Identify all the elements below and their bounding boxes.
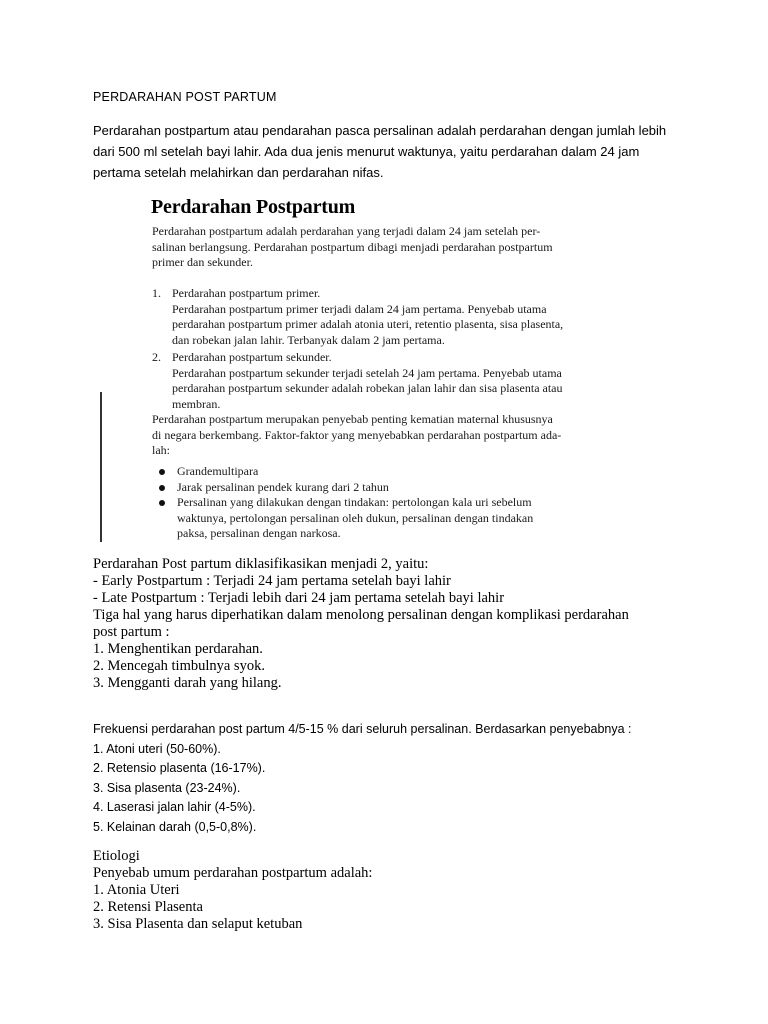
scan-numbered-item: [152, 286, 563, 348]
text-line: Perdarahan Post partum diklasifikasikan menjadi 2, yaitu:: [93, 556, 429, 572]
document-title: PERDARAHAN POST PARTUM: [93, 90, 277, 104]
scan-line: perdarahan postpartum primer adalah atonia uteri, retentio plasenta, sisa plasenta,: [172, 317, 564, 331]
text-line: 1. Menghentikan perdarahan.: [93, 641, 263, 657]
bullet-icon: [159, 500, 165, 506]
bullet-icon: [159, 469, 165, 475]
text-line: 4. Laserasi jalan lahir (4-5%).: [93, 800, 256, 814]
intro-line: dari 500 ml setelah bayi lahir. Ada dua jenis menurut waktunya, yaitu perdarahan dalam 24 jam: [93, 144, 640, 159]
scan-bullet-item: [152, 480, 533, 496]
scan-bullet-item: [152, 495, 533, 542]
text-line: 2. Retensi Plasenta: [93, 899, 203, 915]
scan-line: perdarahan postpartum sekunder adalah robekan jalan lahir dan sisa plasenta atau: [172, 381, 563, 395]
text-line: 1. Atonia Uteri: [93, 882, 180, 898]
text-line: Penyebab umum perdarahan postpartum adalah:: [93, 865, 373, 881]
item-number: 2.: [152, 350, 161, 364]
scan-line: di negara berkembang. Faktor-faktor yang menyebabkan perdarahan postpartum ada-: [152, 427, 562, 442]
scan-line: salinan berlangsung. Perdarahan postpartum dibagi menjadi perdarahan postpartum: [152, 239, 553, 254]
classification-section: [93, 556, 693, 692]
text-line: post partum :: [93, 624, 170, 640]
item-number: 1.: [152, 286, 161, 300]
scan-causes-paragraph: [152, 412, 561, 459]
scan-line: Jarak persalinan pendek kurang dari 2 tahun: [177, 479, 389, 494]
scan-heading: Perdarahan Postpartum: [151, 196, 356, 218]
scan-margin-line: [100, 392, 102, 542]
text-line: 1. Atoni uteri (50-60%).: [93, 741, 221, 756]
frequency-section: [93, 720, 693, 837]
scan-bullet-item: [152, 464, 533, 480]
scan-bullet-list: [152, 464, 533, 542]
scan-line: Perdarahan postpartum primer.: [172, 286, 321, 300]
intro-line: Perdarahan postpartum atau pendarahan pasca persalinan adalah perdarahan dengan jumlah lebih: [93, 123, 667, 138]
text-line: - Early Postpartum : Terjadi 24 jam pertama setelah bayi lahir: [93, 573, 451, 589]
scan-numbered-list: [152, 286, 563, 412]
scan-line: Persalinan yang dilakukan dengan tindakan: pertolongan kala uri sebelum: [177, 495, 532, 509]
text-line: - Late Postpartum : Terjadi lebih dari 24 jam pertama setelah bayi lahir: [93, 590, 505, 606]
text-line: 3. Mengganti darah yang hilang.: [93, 675, 282, 691]
text-line: 3. Sisa Plasenta dan selaput ketuban: [93, 916, 303, 932]
section-heading: Etiologi: [93, 848, 140, 864]
bullet-icon: [159, 485, 165, 491]
scan-line: Perdarahan postpartum primer terjadi dalam 24 jam pertama. Penyebab utama: [172, 301, 547, 316]
scan-line: primer dan sekunder.: [152, 255, 253, 269]
scan-line: lah:: [152, 443, 170, 457]
scan-line: Perdarahan postpartum sekunder terjadi setelah 24 jam pertama. Penyebab utama: [172, 365, 562, 380]
text-line: 2. Retensio plasenta (16-17%).: [93, 761, 266, 775]
text-line: Frekuensi perdarahan post partum 4/5-15 % dari seluruh persalinan. Berdasarkan penyebabnya :: [93, 722, 632, 736]
scan-line: waktunya, pertolongan persalinan oleh dukun, persalinan dengan tindakan: [177, 510, 534, 525]
etiologi-section: [93, 848, 693, 933]
scan-numbered-item: [152, 350, 563, 412]
scanned-book-excerpt: [96, 190, 616, 552]
scan-line: Perdarahan postpartum merupakan penyebab penting kematian maternal khususnya: [152, 412, 553, 426]
scan-line: Grandemultipara: [177, 464, 259, 478]
scan-line: Perdarahan postpartum adalah perdarahan yang terjadi dalam 24 jam setelah per-: [152, 224, 541, 238]
intro-line: pertama setelah melahirkan dan perdarahan nifas.: [93, 165, 384, 180]
scan-line: membran.: [172, 396, 221, 411]
scan-line: paksa, persalinan dengan narkosa.: [177, 526, 341, 540]
scan-definition-paragraph: [152, 224, 553, 271]
text-line: 5. Kelainan darah (0,5-0,8%).: [93, 819, 257, 834]
scan-line: dan robekan jalan lahir. Terbanyak dalam 2 jam pertama.: [172, 332, 445, 347]
text-line: Tiga hal yang harus diperhatikan dalam menolong persalinan dengan komplikasi perdarahan: [93, 607, 629, 623]
text-line: 2. Mencegah timbulnya syok.: [93, 658, 265, 674]
scan-line: Perdarahan postpartum sekunder.: [172, 350, 332, 364]
text-line: 3. Sisa plasenta (23-24%).: [93, 780, 241, 795]
intro-paragraph: [93, 120, 683, 183]
